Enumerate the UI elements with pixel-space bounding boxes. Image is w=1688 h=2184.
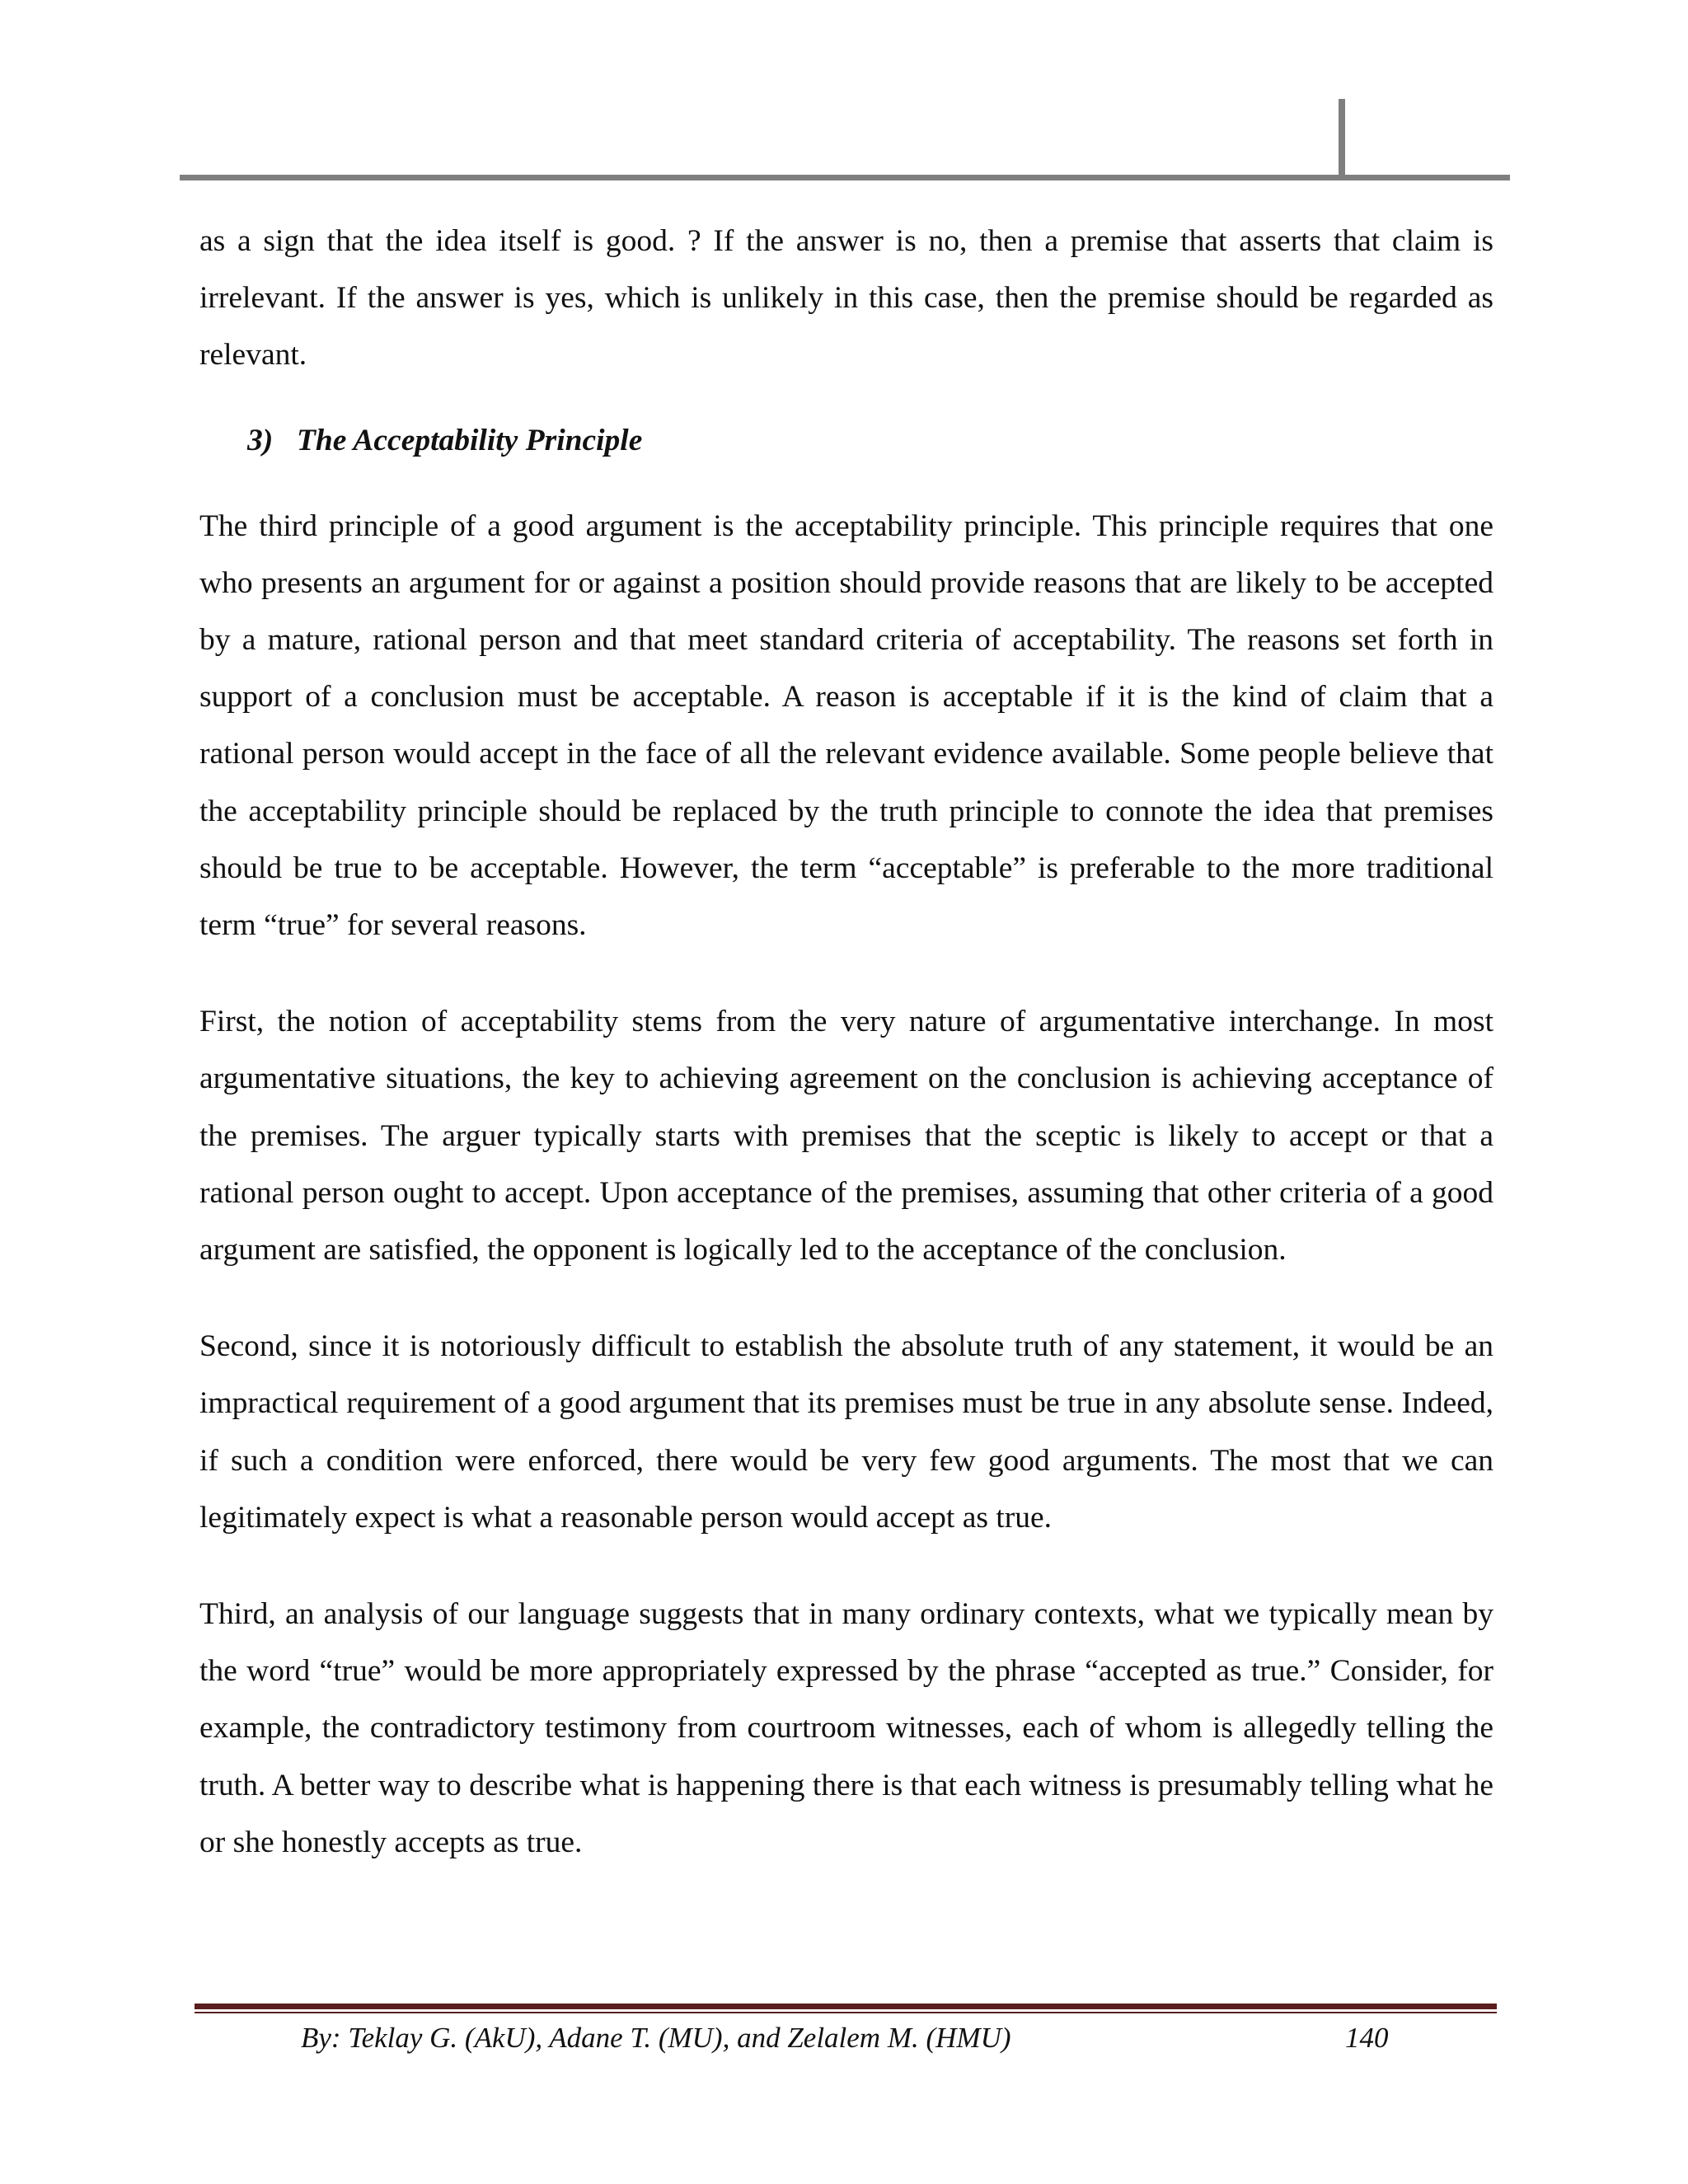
paragraph-intro: The third principle of a good argument is the acceptability principle. This principle requires that one who presents an argument for or against a position should provide reasons that are likely to be accepted by a mature, rational person and that meet standard criteria of acceptability. The reasons set forth in support of a conclusion must be acceptable. A reason is acceptable if it is the kind of claim that a rational person would accept in the face of all the relevant evidence available. Some people believe that the acceptability principle should be replaced by the truth principle to connote the idea that premises should be true to be acceptable. However, the term “acceptable” is preferable to the more traditional term “true” for several reasons. (199, 509, 1493, 943)
paragraph-gap (199, 1278, 1493, 1318)
section-heading (247, 422, 1493, 460)
footer-credit: By: Teklay G. (AkU), Adane T. (MU), and Zelalem M. (HMU) (301, 2022, 1011, 2054)
page-body (199, 213, 1493, 1871)
paragraph-gap (199, 954, 1493, 993)
header-tick-mark (1339, 99, 1345, 178)
paragraph-second-reason: Second, since it is notoriously difficult to establish the absolute truth of any statement, it would be an impractical requirement of a good argument that its premises must be true in any absolute sense. Indeed, if such a condition were enforced, there would be very few good arguments. The most that we can legitimately expect is what a reasonable person would accept as true. (199, 1329, 1493, 1535)
header-rule (180, 175, 1510, 180)
paragraph-third-reason: Third, an analysis of our language suggests that in many ordinary contexts, what we typically mean by the word “true” would be more appropriately expressed by the phrase “accepted as true.” Consider, for example, the contradictory testimony from courtroom witnesses, each of whom is allegedly telling the truth. A better way to describe what is happening there is that each witness is presumably telling what he or she honestly accepts as true. (199, 1597, 1493, 1859)
page-number: 140 (1345, 2022, 1389, 2054)
section-number: 3) (247, 423, 274, 457)
paragraph-continued: as a sign that the idea itself is good. ? If the answer is no, then a premise that asserts that claim is irrelevant. If the answer is yes, which is unlikely in this case, then the premise should be regarded as relevant. (199, 224, 1493, 373)
paragraph-gap (199, 1546, 1493, 1586)
footer-rule-thick (195, 2004, 1497, 2009)
paragraph-first-reason: First, the notion of acceptability stems from the very nature of argumentative interchange. In most argumentative situations, the key to achieving agreement on the conclusion is achieving acceptance of the premises. The arguer typically starts with premises that the sceptic is likely to accept or that a rational person ought to accept. Upon acceptance of the premises, assuming that other criteria of a good argument are satisfied, the opponent is logically led to the acceptance of the conclusion. (199, 1005, 1493, 1268)
section-title: The Acceptability Principle (297, 423, 643, 457)
footer-rule-thin (195, 2012, 1497, 2013)
